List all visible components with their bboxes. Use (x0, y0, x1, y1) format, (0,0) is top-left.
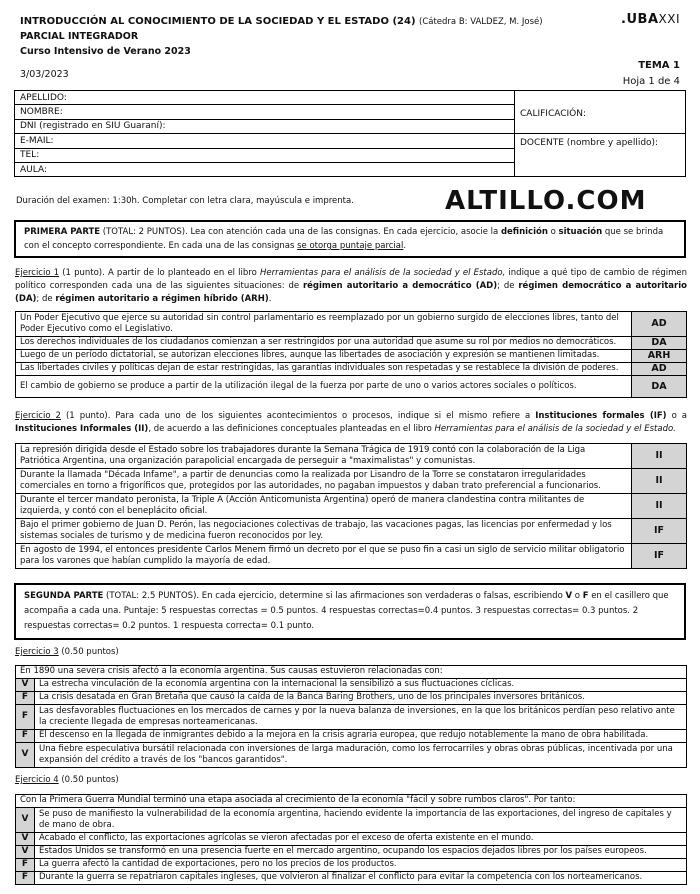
answer-cell[interactable]: AD (632, 312, 687, 337)
keyword-definicion: definición (500, 227, 548, 237)
ej2-item: La represión dirigida desde el Estado sobre los trabajadores durante la Semana Trágica de 1919 contó con la colaboración de la Liga Patriótica Argentina, una organización parapolicial encargada de perseguir a "maximalistas" y comunistas. (16, 444, 632, 469)
course-title (20, 16, 543, 27)
partial-score-note: se otorga puntaje parcial (297, 241, 404, 251)
student-info-table (14, 90, 686, 177)
answer-cell[interactable]: V (16, 846, 35, 859)
segunda-parte-text: o (572, 591, 583, 601)
ej1-item: Luego de un período dictatorial, se autorizan elecciones libres, aunque las libertades de asociación y expresión se mantienen limitadas. (16, 350, 632, 363)
ej1-item: Los derechos individuales de los ciudadanos comienzan a ser restringidos por una autoridad que asume su rol por medios no democráticos. (16, 337, 632, 350)
calificacion-field[interactable]: CALIFICACIÓN: (515, 91, 686, 134)
ej2-text: o a (666, 411, 688, 421)
segunda-parte-title: SEGUNDA PARTE (24, 591, 104, 601)
ej1-item: Un Poder Ejecutivo que ejerce su autoridad sin control parlamentario es reemplazado por un gobierno surgido de elecciones libres, tanto del Poder Ejecutivo como el Legislativo. (16, 312, 632, 337)
table-row (16, 519, 687, 544)
ej2-item: En agosto de 1994, el entonces presidente Carlos Menem firmó un decreto por el que se puso fin a casi un siglo de servicio militar obligatorio para los varones que habían cumplido la mayoría de edad. (16, 544, 632, 569)
ej3-item: La crisis desatada en Gran Bretaña que causó la caída de la Banca Baring Brothers, uno de los principales inversores británicos. (35, 692, 687, 705)
ej1-text: ; de (497, 281, 519, 291)
answer-cell[interactable]: DA (632, 376, 687, 398)
logo-main: .UBA (621, 12, 659, 27)
ej2-text: (1 punto). Para cada uno de los siguientes acontecimientos o procesos, indique si el mismo refiere a (60, 411, 536, 421)
table-row (16, 494, 687, 519)
email-field[interactable]: E-MAIL: (15, 134, 515, 148)
answer-cell[interactable]: AD (632, 363, 687, 376)
ejercicio-3-table (15, 665, 687, 768)
catedra: (Cátedra B: VALDEZ, M. José) (419, 17, 543, 27)
segunda-parte-box (14, 583, 686, 640)
answer-cell[interactable]: F (16, 705, 35, 730)
keyword-f: F (582, 591, 589, 601)
ej3-item: La estrecha vinculación de la economía argentina con la internacional la sensibilizó a sus fluctuaciones cíclicas. (35, 679, 687, 692)
course-period: Curso Intensivo de Verano 2023 (20, 46, 191, 57)
nombre-field[interactable]: NOMBRE: (15, 105, 515, 119)
ejercicio-2-label: Ejercicio 2 (15, 411, 61, 421)
ej2-text: , de acuerdo a las definiciones conceptuales planteadas en el libro (148, 424, 435, 434)
table-row (16, 705, 687, 730)
logo-suffix: XXI (658, 12, 680, 26)
table-row (16, 859, 687, 872)
ej4-points: (0.50 puntos) (58, 775, 119, 785)
ej1-item: Las libertades civiles y políticas dejan de estar restringidas, las garantías individuales son respetadas y se restablece la división de poderes. (16, 363, 632, 376)
ejercicio-3-label: Ejercicio 3 (15, 647, 59, 657)
segunda-parte-text: (TOTAL: 2.5 PUNTOS). En cada ejercicio, determine si las afirmaciones son verdaderas o falsas, escribiendo (103, 591, 566, 601)
ej4-item: Durante la guerra se repatriaron capitales ingleses, que volvieron al finalizar el conflicto para evitar la competencia con los norteamericanos. (35, 872, 687, 885)
ejercicio-1-label: Ejercicio 1 (15, 268, 60, 278)
keyword-v: V (565, 591, 573, 601)
table-row (16, 376, 687, 398)
table-row (16, 544, 687, 569)
table-row (16, 444, 687, 469)
book-title: Herramientas para el análisis de la sociedad y el Estado, (259, 268, 506, 278)
ejercicio-1-table (15, 311, 687, 398)
exam-duration: Duración del examen: 1:30h. Completar con letra clara, mayúscula e imprenta. (16, 196, 354, 206)
table-row (16, 808, 687, 833)
ej4-intro: Con la Primera Guerra Mundial terminó una etapa asociada al crecimiento de la economía "fácil y sobre rumbos claros". Por tanto: (16, 795, 687, 808)
ejercicio-4-label-line (15, 774, 119, 787)
answer-cell[interactable]: F (16, 692, 35, 705)
table-row (16, 666, 687, 679)
keyword-situacion: situación (558, 227, 603, 237)
answer-cell[interactable]: IF (632, 544, 687, 569)
table-row (16, 679, 687, 692)
option-da: régimen democrático a autoritario (DA) (15, 281, 687, 304)
answer-cell[interactable]: IF (632, 519, 687, 544)
tel-field[interactable]: TEL: (15, 148, 515, 162)
ejercicio-1-statement (15, 267, 687, 306)
answer-cell[interactable]: V (16, 808, 35, 833)
table-row (16, 730, 687, 743)
ej1-text: indique a qué tipo de cambio de régimen político corresponden cada una de las siguientes situaciones: de (15, 268, 688, 291)
table-row (16, 363, 687, 376)
option-ad: régimen autoritario a democrático (AD) (302, 281, 498, 291)
table-row (16, 795, 687, 808)
primera-parte-title: PRIMERA PARTE (24, 227, 101, 237)
ej2-item: Durante el tercer mandato peronista, la Triple A (Acción Anticomunista Argentina) operó de manera clandestina contra militantes de izquierda, y contó con el beneplácito oficial. (16, 494, 632, 519)
table-row (16, 833, 687, 846)
answer-cell[interactable]: II (632, 444, 687, 469)
ej1-text: . (268, 294, 272, 304)
aula-field[interactable]: AULA: (15, 162, 515, 176)
dni-field[interactable]: DNI (registrado en SIU Guaraní): (15, 119, 515, 133)
docente-field[interactable]: DOCENTE (nombre y apellido): (515, 134, 686, 177)
primera-parte-text: . (403, 241, 407, 251)
ej3-item: Una fiebre especulativa bursátil relacionada con inversiones de larga maduración, como los ferrocarriles y obras obras públicas, incentivada por una expansión del crédito a través de los "bancos garantidos". (35, 743, 687, 768)
answer-cell[interactable]: II (632, 469, 687, 494)
ej3-points: (0.50 puntos) (58, 647, 119, 657)
table-row (16, 743, 687, 768)
ej4-item: Se puso de manifiesto la vulnerabilidad de la economía argentina, haciendo evidente la importancia de las exportaciones, del ingreso de capitales y de mano de obra. (35, 808, 687, 833)
primera-parte-text: que se brinda con el concepto correspondiente. En cada una de las consignas (24, 227, 664, 251)
exam-date: 3/03/2023 (20, 69, 69, 80)
answer-cell[interactable]: V (16, 833, 35, 846)
ej2-item: Bajo el primer gobierno de Juan D. Perón, las negociaciones colectivas de trabajo, las vacaciones pagas, las licencias por enfermedad y los sistemas sociales de turismo y de medicina fueron reconocidos por ley. (16, 519, 632, 544)
ej3-item: El descenso en la llegada de inmigrantes debido a la mejora en la crisis agraria europea, que redujo notablemente la mano de obra habilitada. (35, 730, 687, 743)
uba-logo (621, 12, 680, 27)
table-row (16, 350, 687, 363)
answer-cell[interactable]: V (16, 743, 35, 768)
exam-type: PARCIAL INTEGRADOR (20, 31, 139, 42)
book-title: Herramientas para el análisis de la sociedad y el Estado. (434, 424, 676, 434)
table-row (16, 872, 687, 885)
answer-cell[interactable]: F (16, 872, 35, 885)
ej3-item: Las desfavorables fluctuaciones en los mercados de carnes y por la nueva balanza de inversiones, en la que los británicos perdían peso relativo ante la creciente llegada de empresas norteamericanas. (35, 705, 687, 730)
ejercicio-3-label-line (15, 646, 119, 659)
answer-cell[interactable]: II (632, 494, 687, 519)
answer-cell[interactable]: DA (632, 337, 687, 350)
primera-parte-text: (TOTAL: 2 PUNTOS). Lea con atención cada una de las consignas. En cada ejercicio, asocie la (100, 227, 501, 237)
table-row (16, 692, 687, 705)
answer-cell[interactable]: ARH (632, 350, 687, 363)
table-row (16, 337, 687, 350)
primera-parte-box (14, 220, 686, 258)
ej1-text: (1 punto). A partir de lo planteado en el libro (59, 268, 260, 278)
option-arh: régimen autoritario a régimen híbrido (ARH) (55, 294, 269, 304)
ej4-item: La guerra afectó la cantidad de exportaciones, pero no los precios de los productos. (35, 859, 687, 872)
watermark: ALTILLO.COM (445, 186, 647, 216)
ej3-intro: En 1890 una severa crisis afectó a la economía argentina. Sus causas estuvieron relacionadas con: (16, 666, 687, 679)
ejercicio-4-label: Ejercicio 4 (15, 775, 59, 785)
apellido-field[interactable]: APELLIDO: (15, 91, 515, 105)
ej1-item: El cambio de gobierno se produce a partir de la utilización ilegal de la fuerza por parte de uno o varios actores sociales o políticos. (16, 376, 632, 398)
ej4-item: Acabado el conflicto, las exportaciones agrícolas se vieron afectadas por el exceso de oferta existente en el mundo. (35, 833, 687, 846)
answer-cell[interactable]: V (16, 679, 35, 692)
ej2-item: Durante la llamada "Década Infame", a partir de denuncias como la realizada por Lisandro de la Torre se constataron irregularidades comerciales en torno a frigoríficos que, protegidos por las autoridades, no pagaban impuestos y daban trato preferencial a funcionarios. (16, 469, 632, 494)
primera-parte-text: o (547, 227, 559, 237)
segunda-parte-text: en el casillero que acompaña a cada una. Puntaje: 5 respuestas correctas = 0.5 puntos. 4 respuestas correctas=0.4 puntos. 3 respuestas correctas= 0.3 puntos. 2 respuestas correctas= 0.2 puntos. 1 respuesta correcta= 0.1 punto. (24, 591, 669, 631)
page-indicator: Hoja 1 de 4 (622, 76, 680, 87)
course-name: INTRODUCCIÓN AL CONOCIMIENTO DE LA SOCIEDAD Y EL ESTADO (24) (20, 16, 416, 27)
table-row (16, 469, 687, 494)
answer-cell[interactable]: F (16, 730, 35, 743)
answer-cell[interactable]: F (16, 859, 35, 872)
ejercicio-2-statement (15, 410, 687, 436)
option-ii: Instituciones Informales (II) (15, 424, 149, 434)
table-row (16, 846, 687, 859)
tema-label: TEMA 1 (638, 60, 680, 71)
ej1-text: ; de (36, 294, 56, 304)
ejercicio-2-table (15, 443, 687, 569)
ejercicio-4-table (15, 794, 687, 885)
option-if: Instituciones formales (IF) (535, 411, 667, 421)
ej4-item: Estados Unidos se transformó en una presencia fuerte en el mercado argentino, ocupando los espacios dejados libres por los países europeos. (35, 846, 687, 859)
table-row (16, 312, 687, 337)
